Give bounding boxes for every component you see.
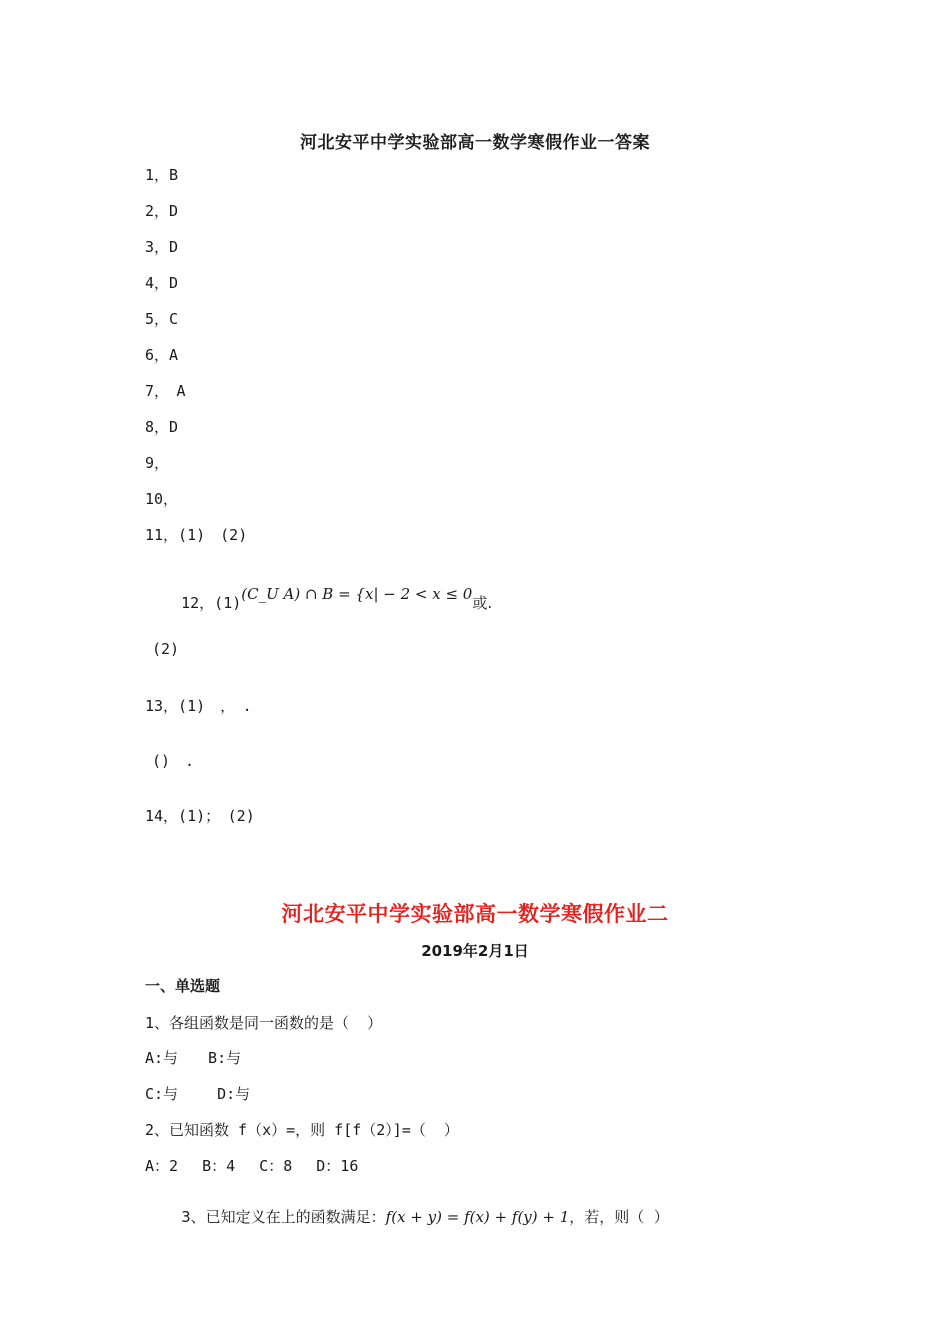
answer-4: 4，D bbox=[145, 274, 179, 292]
answer-12-formula: (C_U A) ∩ B = {x| − 2 < x ≤ 0 bbox=[241, 585, 473, 603]
homework-title: 河北安平中学实验部高一数学寒假作业二 bbox=[281, 902, 669, 926]
answer-12-part2: (2) bbox=[152, 640, 180, 658]
answer-2: 2，D bbox=[145, 202, 179, 220]
question-1-options-ab: A:与 B:与 bbox=[145, 1049, 242, 1067]
answer-10: 10， bbox=[145, 490, 179, 508]
answer-7: 7， A bbox=[145, 382, 186, 400]
answer-8: 8，D bbox=[145, 418, 179, 436]
answer-5: 5，C bbox=[145, 310, 179, 328]
answer-12-suffix: 或. bbox=[472, 594, 493, 612]
section-heading: 一、单选题 bbox=[145, 977, 221, 995]
answer-1: 1，B bbox=[145, 166, 179, 184]
answer-title: 河北安平中学实验部高一数学寒假作业一答案 bbox=[300, 133, 650, 153]
question-3-formula: f(x + y) = f(x) + f(y) + 1 bbox=[385, 1208, 570, 1226]
answer-9: 9， bbox=[145, 454, 170, 472]
question-2: 2、已知函数 f（x）=，则 f[f（2）]=（ ） bbox=[145, 1121, 459, 1139]
answer-13: 13，(1) ， . bbox=[145, 697, 252, 715]
question-2-options: A：2 B：4 C：8 D：16 bbox=[145, 1157, 359, 1175]
homework-date: 2019年2月1日 bbox=[421, 942, 529, 960]
answer-13-part2: () . bbox=[152, 752, 195, 770]
answer-3: 3，D bbox=[145, 238, 179, 256]
question-3-suffix: ，若，则（ ） bbox=[569, 1208, 669, 1226]
question-3-prefix: 3、已知定义在上的函数满足： bbox=[181, 1208, 386, 1226]
answer-6: 6，A bbox=[145, 346, 179, 364]
answer-12-prefix: 12，(1) bbox=[181, 594, 242, 612]
question-1: 1、各组函数是同一函数的是（ ） bbox=[145, 1014, 383, 1032]
answer-12 bbox=[145, 574, 492, 631]
answer-14: 14，(1)； (2) bbox=[145, 807, 255, 825]
question-1-options-cd: C:与 D:与 bbox=[145, 1085, 251, 1103]
question-3 bbox=[145, 1188, 669, 1245]
answer-11: 11，(1) (2) bbox=[145, 526, 248, 544]
